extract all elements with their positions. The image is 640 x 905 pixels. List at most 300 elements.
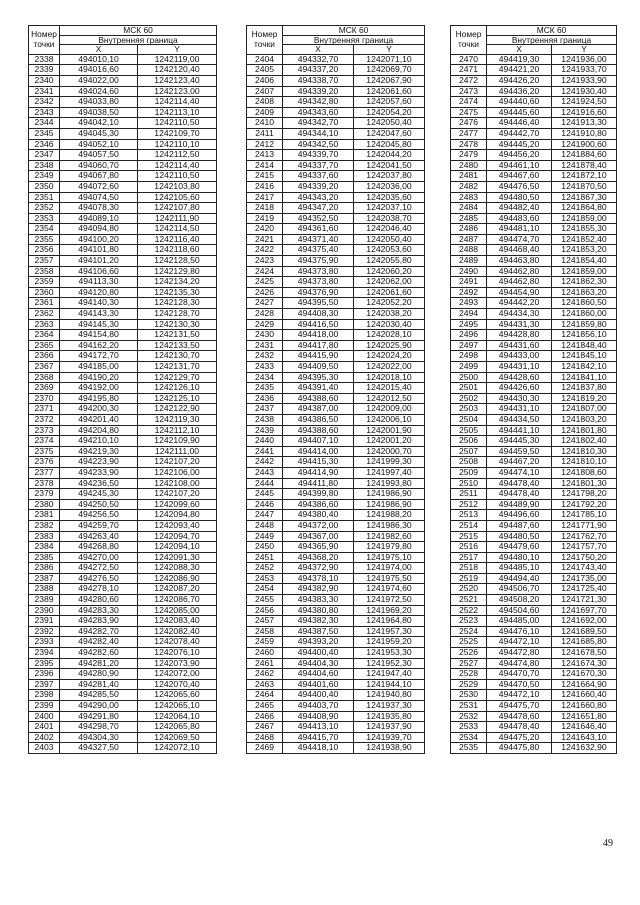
x-coordinate-cell: 494024,60 — [60, 86, 138, 97]
table-row — [247, 107, 425, 118]
y-coordinate-cell: 1241975,10 — [354, 552, 425, 563]
point-number-cell: 2458 — [247, 626, 283, 637]
y-coordinate-cell: 1242114,50 — [138, 224, 217, 235]
x-coordinate-cell: 494414,90 — [283, 467, 354, 478]
y-coordinate-cell: 1241819,20 — [552, 393, 617, 404]
point-number-cell: 2523 — [451, 616, 487, 627]
point-number-cell: 2390 — [29, 605, 60, 616]
point-number-cell: 2506 — [451, 436, 487, 447]
y-coordinate-cell: 1242109,90 — [138, 436, 217, 447]
table-row — [247, 362, 425, 373]
table-row — [247, 287, 425, 298]
x-coordinate-cell: 494280,60 — [60, 595, 138, 606]
point-number-cell: 2486 — [451, 224, 487, 235]
x-coordinate-cell: 494101,20 — [60, 256, 138, 267]
y-coordinate-cell: 1242131,50 — [138, 330, 217, 341]
table-row — [451, 701, 617, 712]
table-row — [451, 383, 617, 394]
table-row — [29, 224, 217, 235]
y-coordinate-cell: 1242015,40 — [354, 383, 425, 394]
x-coordinate-cell: 494372,00 — [283, 520, 354, 531]
table-row — [451, 203, 617, 214]
point-number-cell: 2485 — [451, 213, 487, 224]
table-row — [29, 107, 217, 118]
boundary-header: Внутренняя граница — [283, 35, 425, 45]
point-number-cell: 2354 — [29, 224, 60, 235]
table-row — [29, 118, 217, 129]
table-row — [247, 563, 425, 574]
point-number-cell: 2357 — [29, 256, 60, 267]
point-number-cell: 2434 — [247, 372, 283, 383]
x-coordinate-cell: 494388,60 — [283, 425, 354, 436]
x-coordinate-cell: 494245,30 — [60, 489, 138, 500]
y-coordinate-cell: 1241935,80 — [354, 711, 425, 722]
table-row — [451, 309, 617, 320]
point-number-cell: 2476 — [451, 118, 487, 129]
point-number-cell: 2356 — [29, 245, 60, 256]
x-coordinate-cell: 494407,10 — [283, 436, 354, 447]
y-coordinate-cell: 1241969,20 — [354, 605, 425, 616]
y-coordinate-cell: 1242054,20 — [354, 107, 425, 118]
x-coordinate-cell: 494413,10 — [283, 722, 354, 733]
y-coordinate-cell: 1242086,90 — [138, 573, 217, 584]
point-number-cell: 2386 — [29, 563, 60, 574]
x-coordinate-cell: 494282,70 — [60, 626, 138, 637]
table-row — [247, 542, 425, 553]
x-coordinate-cell: 494337,70 — [283, 160, 354, 171]
y-coordinate-cell: 1241801,80 — [552, 425, 617, 436]
table-row — [29, 383, 217, 394]
x-coordinate-cell: 494434,30 — [487, 309, 552, 320]
point-number-cell: 2500 — [451, 372, 487, 383]
table-row — [247, 203, 425, 214]
x-coordinate-cell: 494426,60 — [487, 383, 552, 394]
y-coordinate-cell: 1242128,30 — [138, 298, 217, 309]
y-coordinate-cell: 1241939,70 — [354, 732, 425, 743]
table-row — [451, 118, 617, 129]
table-row — [247, 298, 425, 309]
point-number-cell: 2432 — [247, 351, 283, 362]
table-row — [247, 150, 425, 161]
x-coordinate-cell: 494078,30 — [60, 203, 138, 214]
point-number-cell: 2484 — [451, 203, 487, 214]
point-number-cell: 2487 — [451, 234, 487, 245]
x-coordinate-cell: 494201,40 — [60, 414, 138, 425]
table-row — [451, 605, 617, 616]
y-coordinate-cell: 1241660,80 — [552, 701, 617, 712]
x-coordinate-cell: 494145,30 — [60, 319, 138, 330]
x-coordinate-cell: 494415,30 — [283, 457, 354, 468]
point-number-cell: 2439 — [247, 425, 283, 436]
point-number-cell: 2515 — [451, 531, 487, 542]
table-row — [451, 393, 617, 404]
table-row — [29, 552, 217, 563]
y-coordinate-cell: 1241670,30 — [552, 669, 617, 680]
table-row — [451, 404, 617, 415]
y-coordinate-cell: 1241845,10 — [552, 351, 617, 362]
y-coordinate-cell: 1242105,60 — [138, 192, 217, 203]
point-number-cell: 2435 — [247, 383, 283, 394]
x-coordinate-cell: 494368,20 — [283, 552, 354, 563]
point-number-cell: 2483 — [451, 192, 487, 203]
point-number-cell: 2365 — [29, 340, 60, 351]
y-coordinate-cell: 1241802,40 — [552, 436, 617, 447]
x-coordinate-cell: 494400,40 — [283, 690, 354, 701]
point-number-cell: 2404 — [247, 54, 283, 65]
table-row — [247, 499, 425, 510]
point-number-cell: 2453 — [247, 573, 283, 584]
y-coordinate-cell: 1241725,40 — [552, 584, 617, 595]
point-number-cell: 2438 — [247, 414, 283, 425]
point-number-cell: 2396 — [29, 669, 60, 680]
y-coordinate-cell: 1241957,30 — [354, 626, 425, 637]
table-row — [29, 520, 217, 531]
y-coordinate-cell: 1241721,30 — [552, 595, 617, 606]
table-row — [451, 160, 617, 171]
table-row — [247, 171, 425, 182]
point-number-cell: 2478 — [451, 139, 487, 150]
point-number-cell: 2397 — [29, 679, 60, 690]
y-coordinate-cell: 1242135,30 — [138, 287, 217, 298]
point-number-cell: 2468 — [247, 732, 283, 743]
point-number-cell: 2411 — [247, 128, 283, 139]
x-coordinate-cell: 494440,60 — [487, 97, 552, 108]
x-coordinate-cell: 494431,60 — [487, 340, 552, 351]
x-coordinate-cell: 494462,80 — [487, 277, 552, 288]
x-coordinate-cell: 494367,00 — [283, 531, 354, 542]
point-number-cell: 2516 — [451, 542, 487, 553]
point-number-cell: 2508 — [451, 457, 487, 468]
point-number-cell: 2503 — [451, 404, 487, 415]
point-number-cell: 2375 — [29, 446, 60, 457]
table-row — [29, 658, 217, 669]
table-row — [247, 86, 425, 97]
point-number-cell: 2470 — [451, 54, 487, 65]
point-number-cell: 2398 — [29, 690, 60, 701]
table-row — [451, 150, 617, 161]
y-coordinate-cell: 1242041,50 — [354, 160, 425, 171]
x-coordinate-cell: 494485,10 — [487, 563, 552, 574]
y-header: Y — [138, 45, 217, 55]
x-coordinate-cell: 494403,70 — [283, 701, 354, 712]
table-row — [451, 690, 617, 701]
point-number-cell: 2510 — [451, 478, 487, 489]
point-number-cell: 2342 — [29, 97, 60, 108]
point-number-cell: 2456 — [247, 605, 283, 616]
point-number-cell: 2379 — [29, 489, 60, 500]
table-row — [247, 118, 425, 129]
x-coordinate-cell: 494479,60 — [487, 542, 552, 553]
x-coordinate-cell: 494386,50 — [283, 414, 354, 425]
table-row — [29, 616, 217, 627]
y-coordinate-cell: 1242128,70 — [138, 309, 217, 320]
point-number-cell: 2409 — [247, 107, 283, 118]
coordinates-table-1 — [28, 25, 217, 754]
x-coordinate-cell: 494459,50 — [487, 446, 552, 457]
y-coordinate-cell: 1242123,00 — [138, 86, 217, 97]
x-coordinate-cell: 494428,80 — [487, 330, 552, 341]
coordinates-table-3 — [450, 25, 617, 754]
y-coordinate-cell: 1242073,90 — [138, 658, 217, 669]
y-coordinate-cell: 1242024,20 — [354, 351, 425, 362]
point-number-cell: 2400 — [29, 711, 60, 722]
x-coordinate-cell: 494380,80 — [283, 605, 354, 616]
table-row — [451, 287, 617, 298]
x-coordinate-cell: 494143,30 — [60, 309, 138, 320]
point-number-cell: 2353 — [29, 213, 60, 224]
table-row — [247, 616, 425, 627]
x-coordinate-cell: 494472,10 — [487, 637, 552, 648]
point-number-cell: 2492 — [451, 287, 487, 298]
y-coordinate-cell: 1242052,20 — [354, 298, 425, 309]
point-number-cell: 2412 — [247, 139, 283, 150]
point-number-cell: 2426 — [247, 287, 283, 298]
table-row — [29, 404, 217, 415]
y-coordinate-cell: 1241860,00 — [552, 309, 617, 320]
table-row — [247, 224, 425, 235]
table-row — [247, 319, 425, 330]
table-row — [29, 287, 217, 298]
table-row — [29, 256, 217, 267]
point-number-cell: 2514 — [451, 520, 487, 531]
point-number-cell: 2474 — [451, 97, 487, 108]
x-coordinate-cell: 494474,70 — [487, 234, 552, 245]
y-coordinate-cell: 1241937,90 — [354, 722, 425, 733]
x-coordinate-cell: 494067,80 — [60, 171, 138, 182]
point-number-cell: 2524 — [451, 626, 487, 637]
y-coordinate-cell: 1241735,00 — [552, 573, 617, 584]
y-coordinate-cell: 1242123,40 — [138, 75, 217, 86]
x-coordinate-cell: 494373,80 — [283, 266, 354, 277]
y-coordinate-cell: 1242065,60 — [138, 690, 217, 701]
y-coordinate-cell: 1242126,10 — [138, 383, 217, 394]
x-coordinate-cell: 494342,80 — [283, 97, 354, 108]
point-number-cell: 2372 — [29, 414, 60, 425]
y-coordinate-cell: 1242060,20 — [354, 266, 425, 277]
point-number-cell: 2466 — [247, 711, 283, 722]
table-row — [247, 732, 425, 743]
boundary-header: Внутренняя граница — [60, 35, 217, 45]
point-number-cell: 2501 — [451, 383, 487, 394]
y-coordinate-cell: 1241910,80 — [552, 128, 617, 139]
y-coordinate-cell: 1242120,40 — [138, 65, 217, 76]
point-number-cell: 2403 — [29, 743, 60, 754]
table-row — [247, 478, 425, 489]
y-coordinate-cell: 1241870,50 — [552, 181, 617, 192]
table-row — [29, 97, 217, 108]
table-row — [451, 65, 617, 76]
x-coordinate-cell: 494506,70 — [487, 584, 552, 595]
table-row — [247, 425, 425, 436]
point-number-cell: 2377 — [29, 467, 60, 478]
point-number-cell: 2376 — [29, 457, 60, 468]
x-coordinate-cell: 494468,40 — [487, 245, 552, 256]
point-number-cell: 2358 — [29, 266, 60, 277]
table-row — [29, 340, 217, 351]
table-row — [247, 552, 425, 563]
x-coordinate-cell: 494172,70 — [60, 351, 138, 362]
x-coordinate-cell: 494337,20 — [283, 65, 354, 76]
x-coordinate-cell: 494442,20 — [487, 298, 552, 309]
table-row — [29, 277, 217, 288]
table-row — [29, 181, 217, 192]
y-coordinate-cell: 1241685,80 — [552, 637, 617, 648]
y-coordinate-cell: 1241862,30 — [552, 277, 617, 288]
table-row — [451, 414, 617, 425]
y-coordinate-cell: 1241643,10 — [552, 732, 617, 743]
table-row — [247, 245, 425, 256]
y-coordinate-cell: 1242065,80 — [138, 722, 217, 733]
point-number-cell: 2477 — [451, 128, 487, 139]
table-row — [247, 414, 425, 425]
y-header: Y — [552, 45, 617, 55]
table-row — [247, 160, 425, 171]
y-coordinate-cell: 1242119,00 — [138, 54, 217, 65]
x-coordinate-cell: 494393,20 — [283, 637, 354, 648]
x-coordinate-cell: 494474,80 — [487, 658, 552, 669]
table-row — [451, 626, 617, 637]
y-coordinate-cell: 1242036,00 — [354, 181, 425, 192]
y-coordinate-cell: 1242053,60 — [354, 245, 425, 256]
table-row — [451, 139, 617, 150]
x-coordinate-cell: 494417,80 — [283, 340, 354, 351]
y-coordinate-cell: 1241852,40 — [552, 234, 617, 245]
table-row — [451, 362, 617, 373]
point-number-cell: 2447 — [247, 510, 283, 521]
y-coordinate-cell: 1242047,60 — [354, 128, 425, 139]
y-coordinate-cell: 1241646,40 — [552, 722, 617, 733]
table-row — [29, 54, 217, 65]
point-number-cell: 2371 — [29, 404, 60, 415]
x-coordinate-cell: 494100,20 — [60, 234, 138, 245]
x-coordinate-cell: 494352,50 — [283, 213, 354, 224]
table-row — [451, 86, 617, 97]
table-row — [451, 732, 617, 743]
point-number-cell: 2417 — [247, 192, 283, 203]
x-coordinate-cell: 494456,20 — [487, 150, 552, 161]
x-coordinate-cell: 494376,90 — [283, 287, 354, 298]
table-row — [451, 277, 617, 288]
y-coordinate-cell: 1241697,70 — [552, 605, 617, 616]
point-number-cell: 2339 — [29, 65, 60, 76]
x-coordinate-cell: 494409,50 — [283, 362, 354, 373]
table-row — [29, 234, 217, 245]
x-coordinate-cell: 494380,40 — [283, 510, 354, 521]
table-row — [451, 648, 617, 659]
x-coordinate-cell: 494060,70 — [60, 160, 138, 171]
y-coordinate-cell: 1241664,90 — [552, 679, 617, 690]
point-number-cell: 2366 — [29, 351, 60, 362]
table-row — [451, 658, 617, 669]
point-number-cell: 2387 — [29, 573, 60, 584]
point-number-cell: 2507 — [451, 446, 487, 457]
x-header: X — [487, 45, 552, 55]
y-coordinate-cell: 1242067,90 — [354, 75, 425, 86]
point-number-cell: 2512 — [451, 499, 487, 510]
y-coordinate-cell: 1242111,00 — [138, 446, 217, 457]
point-number-cell: 2451 — [247, 552, 283, 563]
point-number-cell: 2449 — [247, 531, 283, 542]
y-coordinate-cell: 1241837,80 — [552, 383, 617, 394]
table-row — [451, 722, 617, 733]
point-number-cell: 2490 — [451, 266, 487, 277]
y-coordinate-cell: 1241854,40 — [552, 256, 617, 267]
x-coordinate-cell: 494342,70 — [283, 118, 354, 129]
x-coordinate-cell: 494365,90 — [283, 542, 354, 553]
point-number-cell: 2471 — [451, 65, 487, 76]
point-number-cell: 2489 — [451, 256, 487, 267]
table-row — [29, 213, 217, 224]
y-coordinate-cell: 1241792,20 — [552, 499, 617, 510]
point-number-cell: 2430 — [247, 330, 283, 341]
y-coordinate-cell: 1242071,10 — [354, 54, 425, 65]
point-number-cell: 2495 — [451, 319, 487, 330]
y-coordinate-cell: 1242109,70 — [138, 128, 217, 139]
y-coordinate-cell: 1241863,20 — [552, 287, 617, 298]
y-coordinate-cell: 1241689,50 — [552, 626, 617, 637]
point-number-cell: 2436 — [247, 393, 283, 404]
table-row — [247, 446, 425, 457]
point-number-cell: 2467 — [247, 722, 283, 733]
x-coordinate-cell: 494395,30 — [283, 372, 354, 383]
x-coordinate-cell: 494446,40 — [487, 118, 552, 129]
y-coordinate-cell: 1242050,40 — [354, 234, 425, 245]
table-row — [451, 372, 617, 383]
x-coordinate-cell: 494089,10 — [60, 213, 138, 224]
x-coordinate-cell: 494485,00 — [487, 616, 552, 627]
x-coordinate-cell: 494195,80 — [60, 393, 138, 404]
x-coordinate-cell: 494281,20 — [60, 658, 138, 669]
point-number-cell: 2502 — [451, 393, 487, 404]
point-number-cell: 2416 — [247, 181, 283, 192]
x-coordinate-cell: 494162,20 — [60, 340, 138, 351]
x-coordinate-cell: 494494,40 — [487, 573, 552, 584]
point-number-cell: 2525 — [451, 637, 487, 648]
y-coordinate-cell: 1242006,10 — [354, 414, 425, 425]
x-coordinate-cell: 494433,00 — [487, 351, 552, 362]
table-row — [451, 245, 617, 256]
y-coordinate-cell: 1242134,20 — [138, 277, 217, 288]
point-number-cell: 2433 — [247, 362, 283, 373]
point-number-cell: 2504 — [451, 414, 487, 425]
point-number-cell: 2452 — [247, 563, 283, 574]
table-row — [247, 510, 425, 521]
table-row — [29, 65, 217, 76]
table-row — [247, 128, 425, 139]
x-coordinate-cell: 494411,80 — [283, 478, 354, 489]
y-coordinate-cell: 1242001,90 — [354, 425, 425, 436]
point-number-cell: 2530 — [451, 690, 487, 701]
table-row — [451, 256, 617, 267]
point-number-cell: 2338 — [29, 54, 60, 65]
point-number-cell: 2341 — [29, 86, 60, 97]
table-row — [451, 298, 617, 309]
table-row — [451, 266, 617, 277]
x-coordinate-cell: 494192,00 — [60, 383, 138, 394]
table-row — [247, 97, 425, 108]
table-body — [451, 54, 617, 753]
table-row — [29, 171, 217, 182]
y-coordinate-cell: 1241859,00 — [552, 213, 617, 224]
table-row — [29, 595, 217, 606]
y-coordinate-cell: 1242045,80 — [354, 139, 425, 150]
table-row — [29, 542, 217, 553]
table-row — [451, 520, 617, 531]
table-row — [29, 467, 217, 478]
x-coordinate-cell: 494421,20 — [487, 65, 552, 76]
y-coordinate-cell: 1241972,50 — [354, 595, 425, 606]
point-number-cell: 2472 — [451, 75, 487, 86]
